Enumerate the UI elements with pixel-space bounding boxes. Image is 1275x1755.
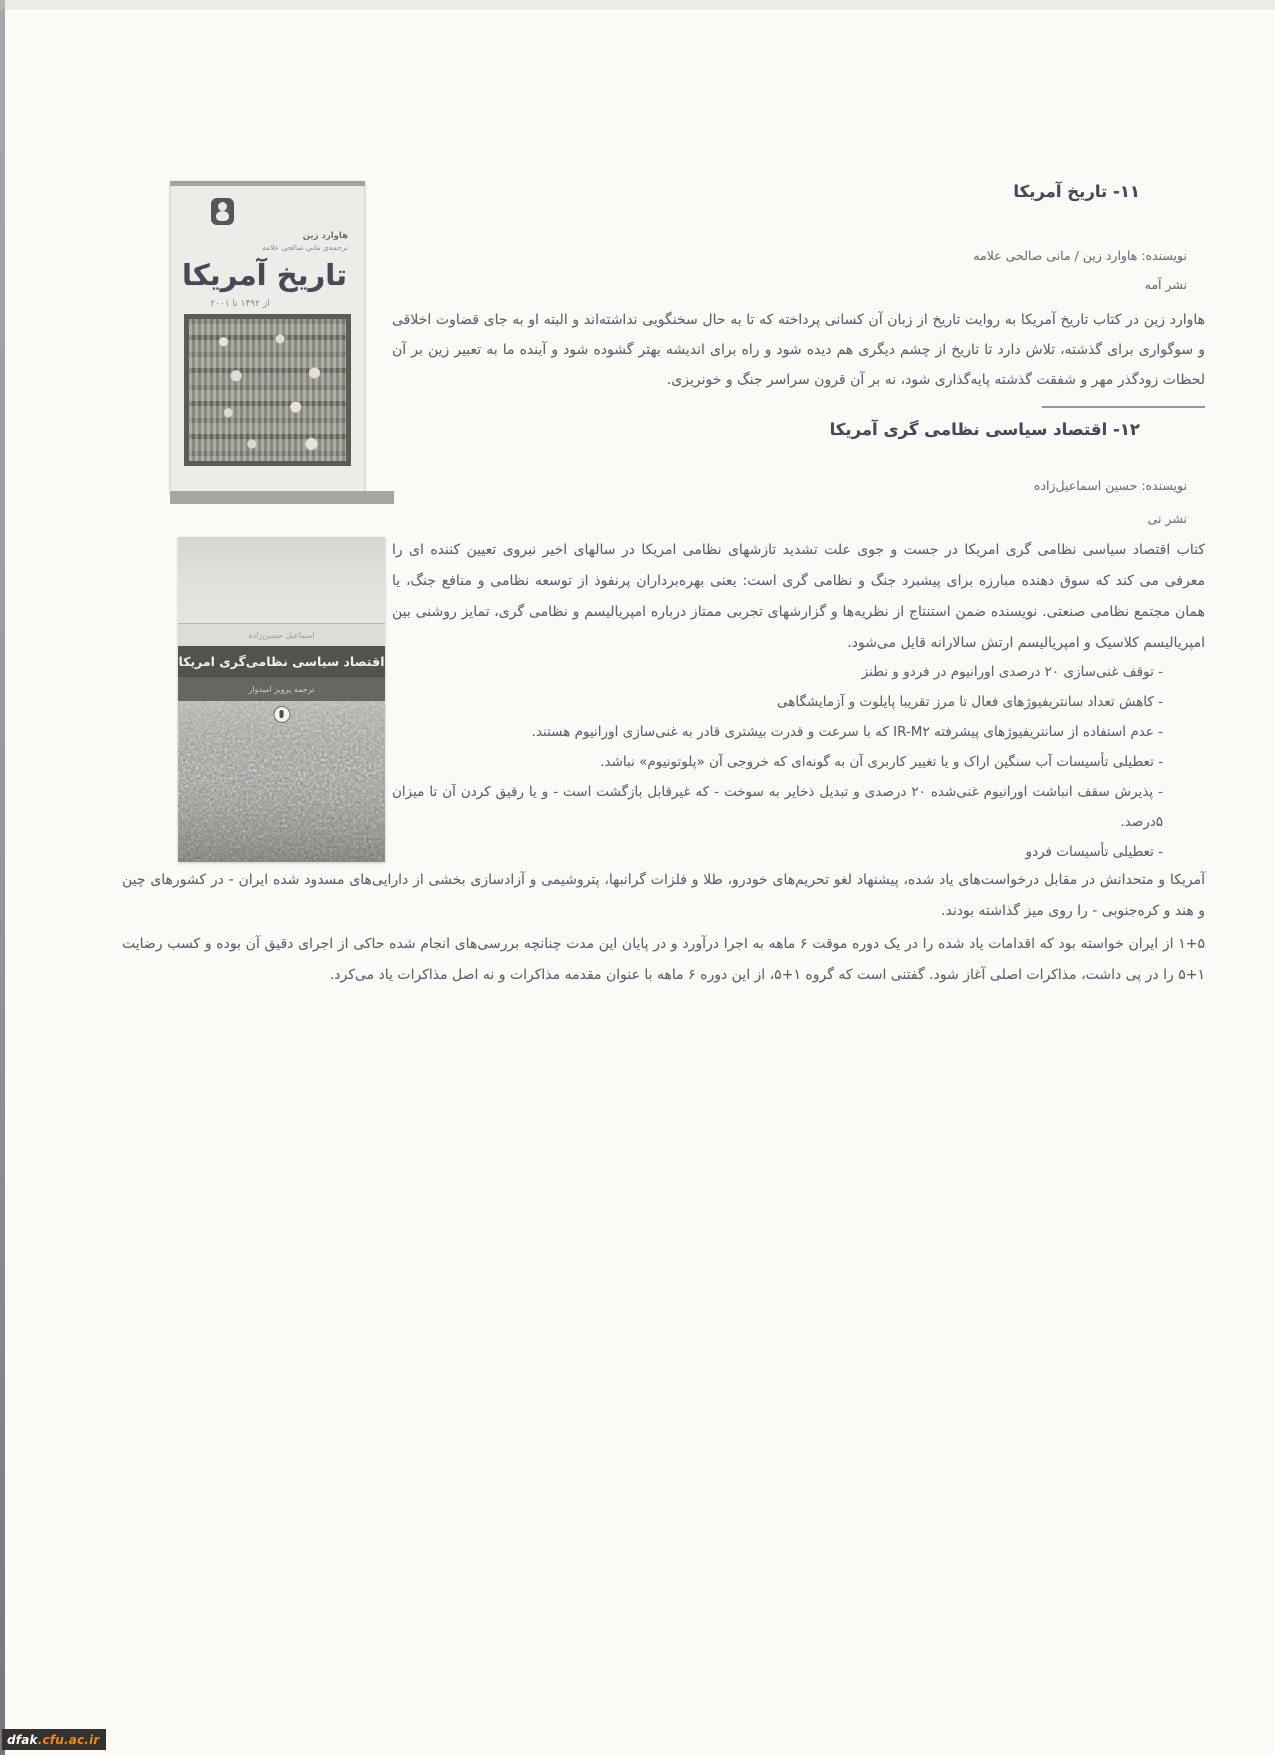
crowd-photo: [178, 701, 385, 862]
bullet-item: - کاهش تعداد سانتریفیوژهای فعال تا مرز تقریبا پایلوت و آزمایشگاهی: [776, 694, 1163, 710]
cover-author: هاوارد زین: [302, 231, 348, 241]
closing-paragraph-b: ۱+۵ از ایران خواسته بود که اقدامات یاد شده را در یک دوره موقت ۶ ماهه به اجرا درآورد و در پایان این مدت چنانچه بررسی‌های انجام شده حاکی از اجرای دقیق آن بوده و کسب رضایت ۱+۵ را در پی داشت، مذاکرات اصلی آغاز شود. گفتنی است که گروه ۱+۵، از این دوره ۶ ماهه با عنوان مقدمه مذاکرات و نه اصل مذاکرات یاد می‌کرد.: [122, 936, 1205, 983]
bullet-item: - پذیرش سقف انباشت اورانیوم غنی‌شده ۲۰ درصدی و تبدیل ذخایر به سوخت - که غیرقابل بازگشت است - و یا رقیق کردن آن تا میزان ۵درصد.: [392, 784, 1163, 830]
nashr-ameh-logo-icon: [211, 198, 234, 225]
cover-top-edge: [170, 181, 365, 186]
watermark-suffix: .cfu.ac.ir: [37, 1732, 100, 1747]
watermark-prefix: dfak: [7, 1732, 38, 1747]
section-11-publisher-line: نشر آمه: [1144, 277, 1187, 292]
section-11-heading: ۱۱- تاریخ آمریکا: [1013, 182, 1140, 201]
closing-paragraphs: [122, 865, 1205, 991]
cover-title: اقتصاد سیاسی نظامی‌گری امریکا: [178, 646, 385, 677]
scan-edge-artifact: [0, 0, 5, 1755]
cover-bottom-bar: [170, 491, 394, 504]
logo-bird-body: [216, 211, 229, 221]
section-12-publisher-line: نشر نی: [1147, 511, 1187, 526]
cover-byline: [262, 230, 348, 254]
bullet-item: - عدم استفاده از سانتریفیوژهای پیشرفته IR-M۲ که با سرعت و قدرت بیشتری قادر به غنی‌سازی اورانیوم هستند.: [531, 724, 1163, 740]
scan-streak-artifact: [0, 0, 1275, 10]
watermark-badge: [2, 1729, 106, 1750]
logo-bird-head: [218, 202, 227, 211]
section-divider: [1042, 406, 1205, 408]
ney-logo-mark: [279, 710, 283, 718]
cover-translator: ترجمه پرویز امیدوار: [178, 677, 385, 701]
cover-blank-area: [178, 537, 385, 623]
bullet-item: - تعطیلی تأسیسات آب سنگین اراک و یا تغییر کاربری آن به گونه‌ای که خروجی آن «پلوتونیوم» نباشد.: [600, 754, 1163, 770]
cover-title: تاریخ آمریکا: [182, 258, 347, 292]
section-12-intro-paragraph: کتاب اقتصاد سیاسی نظامی گری امریکا در جست و جوی علت تشدید تازشهای نظامی امریکا در سالهای اخیر نیروی تعیین کننده ای را معرفی می کند که سوق دهنده مبارزه برای پیشبرد جنگ و نظامی گری است: یعنی بهره‌برداران پرنفوذ از توسعه نظامی و منافع جنگ، یا همان مجتمع نظامی صنعتی. نویسنده ضمن استنتاج از نظریه‌ها و گزارشهای تجربی ممتاز درباره امپریالیسم و نظامی گری، تمایز روشنی بین امپریالیسم کلاسیک و امپریالیسم ارتش سالارانه قایل می‌شود.: [392, 542, 1205, 651]
section-11-author-line: نویسنده: هاوارد زین / مانی صالحی علامه: [973, 248, 1187, 263]
closing-paragraph-a: آمریکا و متحدانش در مقابل درخواست‌های یاد شده، پیشنهاد لغو تحریم‌های خودرو، طلا و فلزات گرانبها، پتروشیمی و آزادسازی بخشی از دارایی‌های مسدود شده ایران - در کشورهای چین و هند و کره‌جنوبی - را روی میز گذاشته بودند.: [122, 872, 1205, 919]
book-cover-political-economy: [178, 537, 385, 862]
bullet-item: - تعطیلی تأسیسات فردو: [1025, 844, 1163, 860]
cover-subtitle: از ۱۴۹۲ تا ۲۰۰۱: [210, 299, 270, 309]
cover-author: اسماعیل حسین‌زاده: [178, 623, 385, 646]
section-12-author-line: نویسنده: حسین اسماعیل‌زاده: [1033, 478, 1187, 493]
section-12-heading: ۱۲- اقتصاد سیاسی نظامی گری آمریکا: [829, 420, 1140, 439]
section-11-paragraph: هاوارد زین در کتاب تاریخ آمریکا به روایت تاریخ از زبان آن کسانی پرداخته که تا به حال سخنگویی نداشته‌اند و البته او به جای قضاوت اخلاقی و سوگواری برای گذشته، تلاش دارد تا تاریخ از چشم دیگری هم دیده شود و راه برای اندیشه بهتر گشوده شود و آینده ما به تعبیر زین بر آن لحظات زودگذر مهر و شفقت گذشته پایه‌گذاری شود، نه بر آن قرون سراسر جنگ و خونریزی.: [392, 312, 1205, 388]
bullet-item: - توقف غنی‌سازی ۲۰ درصدی اورانیوم در فردو و نطنز: [861, 664, 1163, 680]
nashr-ney-logo-icon: [273, 706, 290, 723]
cover-translator: ترجمه‌ی مانی صالحی علامه: [262, 243, 348, 252]
book-cover-history-america: [170, 181, 365, 493]
section-12-bullet-list: [392, 657, 1163, 867]
quilt-illustration: [184, 314, 351, 466]
